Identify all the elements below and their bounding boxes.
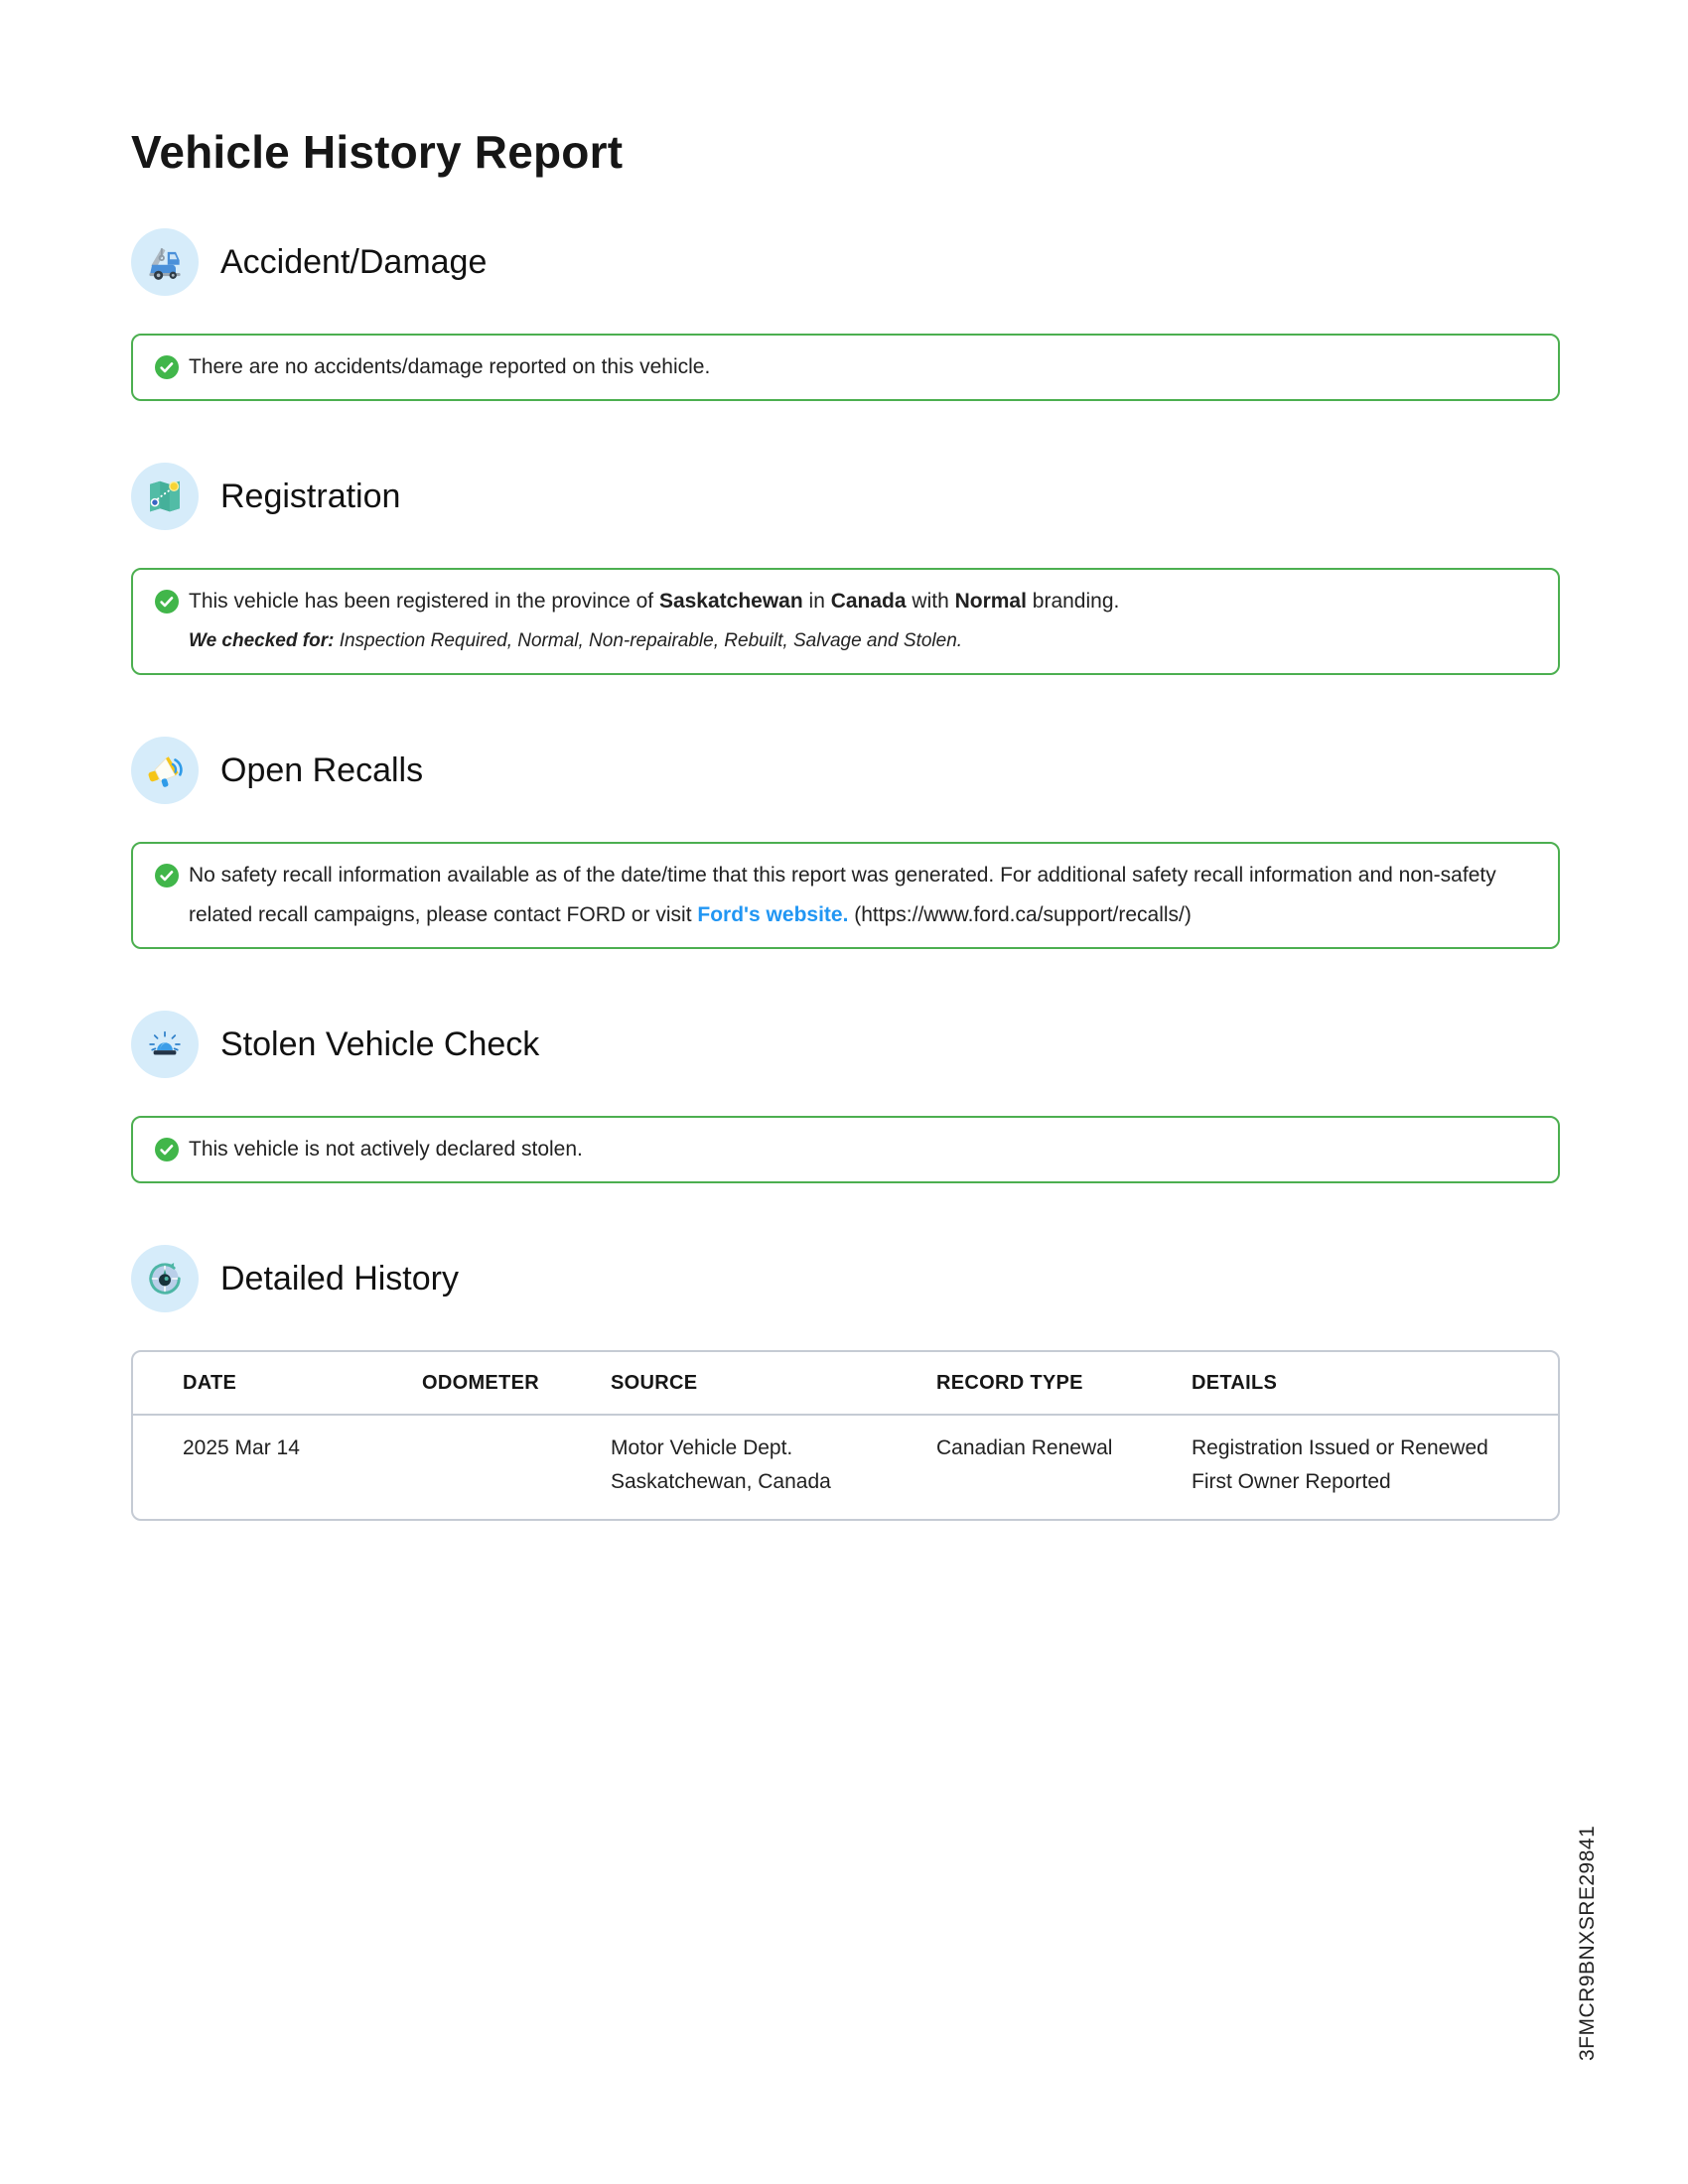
recalls-status-box (131, 842, 1560, 949)
section-title-accident: Accident/Damage (220, 242, 488, 281)
section-title-recalls: Open Recalls (220, 751, 424, 789)
recalls-status-message: No safety recall information available as of the date/time that this report was generated. For additional safety recall information and non-safety related recall campaigns, please contact FORD or visit Ford's website. (https://www.ford.ca/support/recalls/) (189, 864, 1496, 926)
cell-record-type: Canadian Renewal (936, 1436, 1113, 1459)
column-header-date: DATE (133, 1352, 422, 1416)
history-gauge-icon (131, 1245, 199, 1312)
section-title-history: Detailed History (220, 1259, 459, 1297)
check-icon (155, 864, 179, 887)
accident-status-message: There are no accidents/damage reported on this vehicle. (189, 355, 711, 378)
country-value: Canada (830, 590, 907, 613)
stolen-status-message: This vehicle is not actively declared stolen. (189, 1138, 583, 1160)
table-row (133, 1416, 1558, 1519)
registration-status-box (131, 568, 1560, 675)
column-header-odometer: ODOMETER (422, 1352, 611, 1416)
map-icon (131, 463, 199, 530)
vin-sidebar-text: 3FMCR9BNXSRE29841 (1576, 1825, 1599, 2061)
registration-status-message: This vehicle has been registered in the province of Saskatchewan in Canada with Normal branding. (189, 590, 1120, 613)
cell-details: Registration Issued or Renewed First Owner Reported (1192, 1436, 1488, 1493)
section-header-accident (131, 228, 1560, 296)
section-title-registration: Registration (220, 477, 401, 515)
registration-checked-line: We checked for: Inspection Required, Normal, Non-repairable, Rebuilt, Salvage and Stolen. (189, 630, 963, 651)
cell-odometer (422, 1416, 611, 1519)
section-header-registration (131, 463, 1560, 530)
ford-website-link[interactable]: Ford's website. (697, 903, 849, 926)
stolen-status-box (131, 1116, 1560, 1183)
accident-status-box (131, 334, 1560, 401)
column-header-record-type: RECORD TYPE (936, 1352, 1192, 1416)
page-title: Vehicle History Report (131, 126, 624, 178)
column-header-details: DETAILS (1192, 1352, 1558, 1416)
tow-truck-icon (131, 228, 199, 296)
check-icon (155, 1138, 179, 1161)
check-icon (155, 355, 179, 379)
cell-date: 2025 Mar 14 (183, 1436, 300, 1459)
megaphone-icon (131, 737, 199, 804)
section-header-stolen (131, 1011, 1560, 1078)
siren-icon (131, 1011, 199, 1078)
section-header-history (131, 1245, 1560, 1312)
branding-value: Normal (954, 590, 1027, 613)
column-header-source: SOURCE (611, 1352, 936, 1416)
section-title-stolen: Stolen Vehicle Check (220, 1024, 540, 1063)
detailed-history-table (131, 1350, 1560, 1521)
section-header-recalls (131, 737, 1560, 804)
province-value: Saskatchewan (658, 590, 803, 613)
cell-source: Motor Vehicle Dept. Saskatchewan, Canada (611, 1436, 831, 1493)
check-icon (155, 590, 179, 614)
table-header-row (133, 1352, 1558, 1416)
